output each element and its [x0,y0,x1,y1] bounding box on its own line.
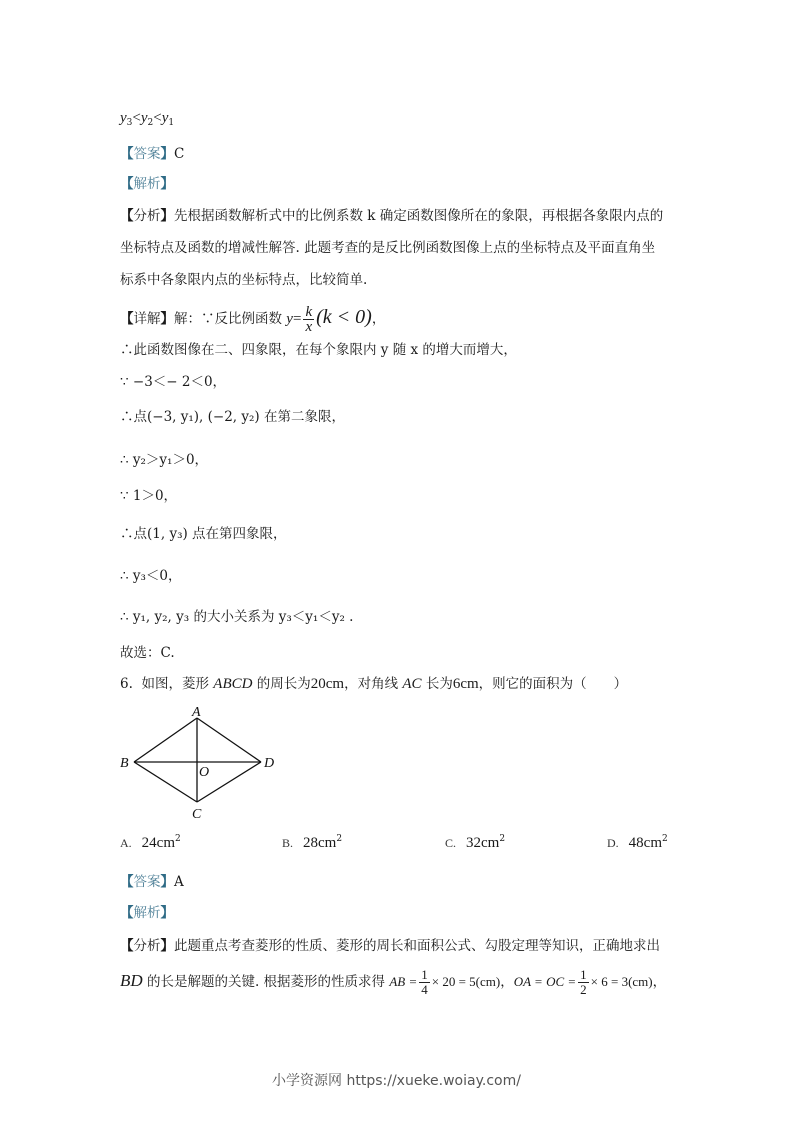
answer-label: 答案 [133,146,161,162]
question-6-options [120,834,680,856]
q6-answer-row: 【答案】A [120,874,184,890]
option-d-expression: $y_3<y_2<y_1$ [120,110,175,128]
option-c[interactable]: C. $32cm^2$ [445,834,506,851]
svg-text:D: D [264,756,275,771]
step-7: ∴ y₃＜0， [120,568,182,584]
step-9: 故选：C. [120,645,175,661]
step-3: ∴点(−3, y₁), (−2, y₂) 在第二象限， [120,409,345,425]
svg-text:O: O [199,765,210,780]
option-d[interactable]: D. $48cm^2$ [607,834,668,851]
svg-text:B: B [120,756,129,771]
q6-fenxi-line-1: 【分析】此题重点考查菱形的性质、菱形的周长和面积公式、勾股定理等知识，正确地求出 [120,938,660,954]
fenxi-line-2: 坐标特点及函数的增减性解答. 此题考查的是反比例函数图像上点的坐标特点及平面直角坐 [120,240,656,256]
q6-answer-value: A [174,874,184,890]
fraction-one-half: $\frac{1}{2}$ [580,967,587,997]
option-b[interactable]: B. $28cm^2$ [282,834,343,851]
step-5: ∵ 1＞0， [120,488,178,504]
rhombus-figure [118,700,288,825]
answer-row: 【答案】C [120,146,185,162]
option-a[interactable]: A. $24cm^2$ [120,834,181,851]
q6-fenxi-line-2: BD 的长是解题的关键. 根据菱形的性质求得 AB = $\frac{1}{4}$ × 20 = 5(cm)，OA = OC = $\frac{1}{2}$ × 6 = 3(cm)， [120,967,667,997]
fenxi-line-1: 【分析】先根据函数解析式中的比例系数 k 确定函数图像所在的象限，再根据各象限内点的 [120,208,664,224]
step-2: ∵ −3＜− 2＜0， [120,374,227,390]
analysis-heading: 【解析】 [120,176,174,192]
answer-value: C [174,146,185,162]
step-4: ∴ y₂＞y₁＞0， [120,452,209,468]
q6-analysis-heading: 【解析】 [120,905,174,921]
rhombus-diagram-icon [118,700,288,825]
step-1: ∴此函数图像在二、四象限，在每个象限内 y 随 x 的增大而增大， [120,342,517,358]
svg-text:C: C [192,807,202,822]
step-6: ∴点(1, y₃) 点在第四象限， [120,526,287,542]
fraction-k-over-x: $\frac{k}{x}$ [305,304,313,335]
fenxi-line-3: 标系中各象限内点的坐标特点，比较简单. [120,272,368,288]
fraction-one-quarter: $\frac{1}{4}$ [421,967,428,997]
xiangjie-line: 【详解】解：∵反比例函数 y= $\frac{k}{x}$ (k < 0)， [120,304,386,335]
step-8: ∴ y₁, y₂, y₃ 的大小关系为 y₃＜y₁＜y₂ . [120,609,354,625]
page-footer-watermark: 小学资源网 https://xueke.woiay.com/ [272,1073,521,1089]
svg-text:A: A [192,705,201,720]
question-6-stem: 6. 如图，菱形 ABCD 的周长为20cm，对角线 AC 长为6cm，则它的面积为（ ） [120,676,628,692]
